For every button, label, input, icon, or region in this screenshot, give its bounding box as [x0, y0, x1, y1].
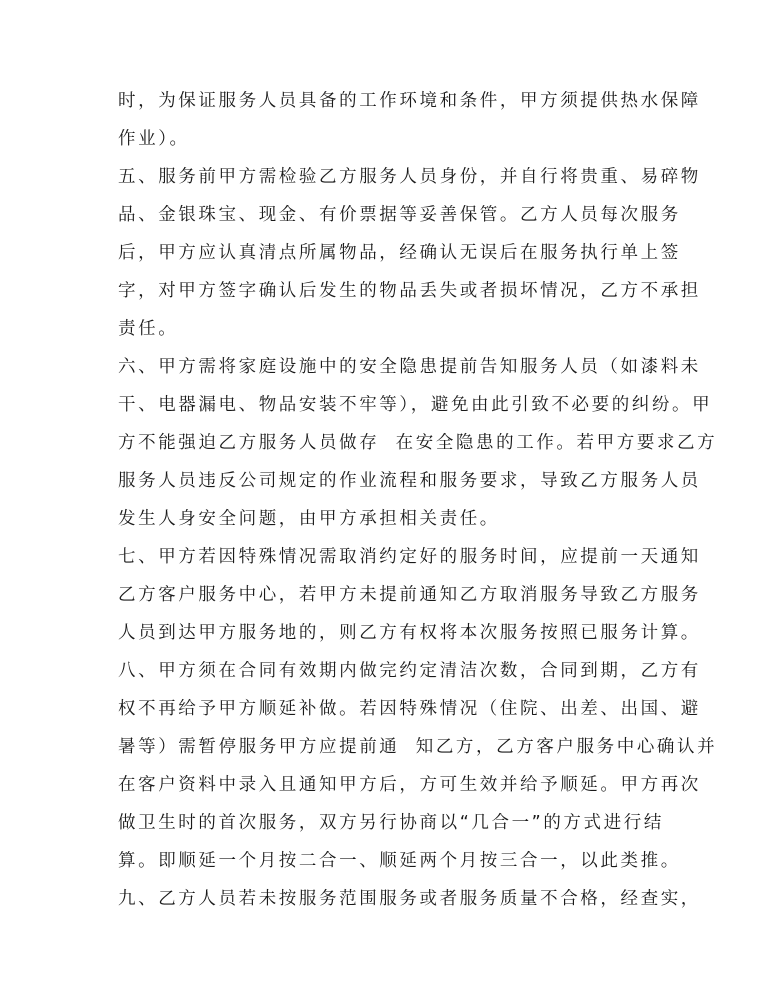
text-line: 做卫生时的首次服务，双方另行协商以“几合一”的方式进行结 [118, 813, 664, 833]
text-line: 品、金银珠宝、现金、有价票据等妥善保管。乙方人员每次服务 [118, 205, 681, 225]
text-line: 人员到达甲方服务地的，则乙方有权将本次服务按照已服务计算。 [118, 623, 701, 643]
text-line: 权不再给予甲方顺延补做。若因特殊情况（住院、出差、出国、避 [118, 699, 701, 719]
text-line: 暑等）需暂停服务甲方应提前通 知乙方，乙方客户服务中心确认并 [118, 737, 718, 757]
text-line: 后，甲方应认真清点所属物品，经确认无误后在服务执行单上签 [118, 243, 681, 263]
text-line: 服务人员违反公司规定的作业流程和服务要求，导致乙方服务人员 [118, 471, 701, 491]
text-line: 干、电器漏电、物品安装不牢等），避免由此引致不必要的纠纷。甲 [118, 395, 713, 415]
text-line: 乙方客户服务中心，若甲方未提前通知乙方取消服务导致乙方服务 [118, 585, 701, 605]
text-line: 八、甲方须在合同有效期内做完约定清洁次数，合同到期，乙方有 [118, 661, 701, 681]
text-line: 责任。 [118, 319, 179, 339]
text-line: 在客户资料中录入且通知甲方后，方可生效并给予顺延。甲方再次 [118, 775, 701, 795]
text-line: 五、服务前甲方需检验乙方服务人员身份，并自行将贵重、易碎物 [118, 167, 701, 187]
text-line: 方不能强迫乙方服务人员做存 在安全隐患的工作。若甲方要求乙方 [118, 433, 718, 453]
text-line: 九、乙方人员若未按服务范围服务或者服务质量不合格，经查实， [118, 889, 701, 909]
text-line: 作业）。 [118, 129, 190, 149]
text-line: 六、甲方需将家庭设施中的安全隐患提前告知服务人员（如漆料未 [118, 357, 701, 377]
text-line: 发生人身安全问题，由甲方承担相关责任。 [118, 509, 500, 529]
text-line: 时，为保证服务人员具备的工作环境和条件，甲方须提供热水保障 [118, 91, 701, 111]
text-line: 算。即顺延一个月按二合一、顺延两个月按三合一，以此类推。 [118, 851, 681, 871]
text-line: 字，对甲方签字确认后发生的物品丢失或者损坏情况，乙方不承担 [118, 281, 701, 301]
text-line: 七、甲方若因特殊情况需取消约定好的服务时间，应提前一天通知 [118, 547, 701, 567]
